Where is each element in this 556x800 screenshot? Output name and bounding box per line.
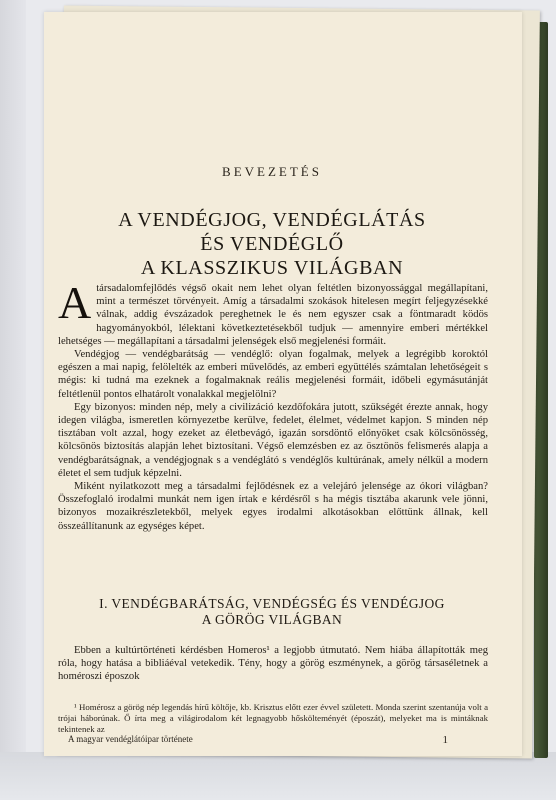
intro-paragraph: [58, 277, 488, 348]
intro-paragraph-text: társadalomfejlődés végső okait nem lehet olyan feltétlen bizonyossággal megállapítani, mint a természet törvényeit. Amíg a társadalmi szokások hitelesen megírt feljegyzésekké válnak, addig évszázadok pereghetnek le és nem egyszer csak a föntmaradt ködös hagyományokból, lélektani következtetésekből tudjuk — amennyire emberi mértékkel lehetséges — megállapítani a társadalmi jelenségek első megjelenési formáit.: [58, 283, 488, 347]
chapter-title-line: A GÖRÖG VILÁGBAN: [201, 612, 343, 627]
title-line: ÉS VENDÉGLŐ: [200, 233, 344, 255]
background-left: [0, 0, 26, 800]
intro-paragraph: Egy bizonyos: minden nép, mely a civilizáció kezdőfokára jutott, szükségét érezte annak, hogy idegen világba, ismeretlen környezetbe kerülve, fedelet, élelmet, védelmet kapjon. S minden nép tisztában volt azzal, hogy ezeket az életbevágó, igazán sorsdöntő előnyöket csak kölcsönösség, kölcsönös biztosítás alapján lehet biztosítani. Végső elemzésben ez az ösztönös felismerés alapja a vendégbarátságnak, a vendégjognak s a vendéglátó s vendéglős kultúrának, amely nélkül a modern életet el sem tudjuk képzelni.: [58, 401, 488, 479]
chapter-title-line: I. VENDÉGBARÁTSÁG, VENDÉGSÉG ÉS VENDÉGJOG: [99, 596, 445, 611]
title-line: A VENDÉGJOG, VENDÉGLÁTÁS: [118, 209, 426, 231]
book-page: [44, 12, 522, 756]
title-line: A KLASSZIKUS VILÁGBAN: [140, 257, 404, 279]
chapter-paragraph: Ebben a kultúrtörténeti kérdésben Homeros¹ a legjobb útmutató. Nem hiába állapították meg róla, hogy hatása a bibliáéval vetekedik. Tény, hogy a görög eszménynek, a görög társaséletnek a homéroszi époszok: [58, 645, 488, 683]
page-number: 1: [442, 734, 448, 746]
footnote-text: ¹ Homérosz a görög nép legendás hírű költője, kb. Krisztus előtt ezer évvel született. Monda szerint szentanúja volt a trójai háborúnak. Ő írta meg a világirodalom két legnagyobb hőskölteményét (époszát), melyeket ma is mintáknak tekintenek az: [58, 702, 488, 734]
intro-text: [58, 277, 488, 533]
background-surface: [0, 752, 556, 800]
page-title: [44, 208, 500, 280]
intro-paragraph: Miként nyilatkozott meg a társadalmi fejlődésnek ez a velejáró jelensége az ókori világban? Összefoglaló irodalmi munkát nem igen írtak e kérdésről s ha mégis tisztába akarunk vele jönni, bizonyos mozaikrészletekből, melyek egyes irodalmi alkotásokban előttünk állnak, kell összeállítanunk az egységes képet.: [58, 481, 488, 532]
running-footer-title: A magyar vendéglátóipar története: [68, 734, 193, 744]
footnote: [58, 702, 488, 735]
intro-paragraph: Vendégjog — vendégbarátság — vendéglő: olyan fogalmak, melyek a legrégibb koroktól egészen a mai napig, felölelték az emberi művelődés, az emberi együttélés számtalan lehetőségeit s mégis: ki tudná ma ezeknek a fogalmaknak reális megjelenési formáit, időbeli egymásutánját feltétlenül pontos elhatárolt vonalakkal megjelölni?: [58, 349, 488, 400]
dropcap: A: [58, 277, 92, 328]
chapter-title: [44, 596, 500, 628]
section-label: BEVEZETÉS: [222, 164, 322, 179]
